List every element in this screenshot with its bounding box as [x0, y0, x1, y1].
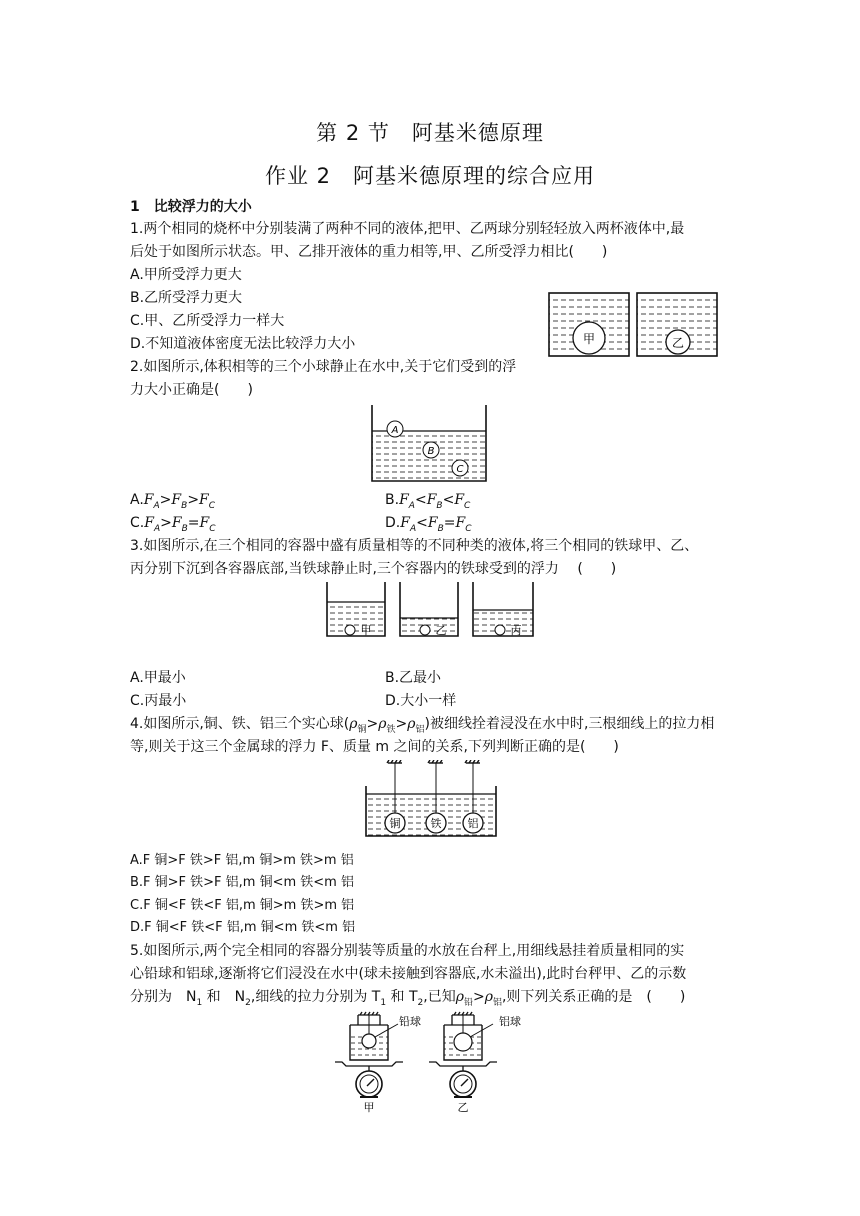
assignment-title: 作业 2 阿基米德原理的综合应用: [264, 164, 596, 188]
q5-stem-line3: 分别为 $N_1$ 和 $N_2$,细线的拉力分别为 $T_1$ 和 $T_2$,已知$\rho_铅>\rho_铝$,则下列关系正确的是 ( ): [130, 989, 686, 1008]
q2-stem-line2: 力大小正确是( ): [130, 382, 253, 398]
q2-ball-b: B: [427, 446, 435, 457]
q3-stem-line1: 3.如图所示,在三个相同的容器中盛有质量相等的不同种类的液体,将三个相同的铁球甲、乙、: [130, 538, 699, 554]
section-title: 第 2 节 阿基米德原理: [316, 121, 544, 145]
q1-stem-line2: 后处于如图所示状态。甲、乙排开液体的重力相等,甲、乙所受浮力相比( ): [130, 244, 608, 260]
q4-ball-copper: 铜: [389, 817, 401, 830]
q4-figure: [360, 760, 502, 840]
q3-option-c: C.丙最小: [130, 693, 187, 709]
q3-stem-line2: 丙分别下沉到各容器底部,当铁球静止时,三个容器内的铁球受到的浮力 ( ): [130, 561, 617, 577]
q5-scale-yi: 乙: [457, 1101, 469, 1114]
q2-option-a: $A.F_A>F_B>F_C$: [130, 492, 216, 511]
q4-stem-line2: 等,则关于这三个金属球的浮力 F、质量 m 之间的关系,下列判断正确的是( ): [130, 739, 619, 755]
q1-ball-yi: 乙: [671, 336, 685, 350]
q4-option-b: B.F 铜>F 铁>F 铝,m 铜<m 铁<m 铝: [130, 875, 354, 890]
q4-ball-iron: 铁: [430, 817, 442, 830]
q1-figure: [545, 290, 720, 360]
q5-lead-ball-label: 铅球: [399, 1015, 421, 1028]
q5-scale-jia: 甲: [363, 1101, 375, 1114]
q1-option-b: B.乙所受浮力更大: [130, 290, 243, 306]
q3-figure: [322, 580, 538, 640]
q4-option-a: A.F 铜>F 铁>F 铝,m 铜>m 铁>m 铝: [130, 853, 354, 868]
q2-figure: [368, 403, 492, 485]
q1-option-d: D.不知道液体密度无法比较浮力大小: [130, 336, 356, 352]
q3-option-a: A.甲最小: [130, 670, 186, 686]
q5-stem-line1: 5.如图所示,两个完全相同的容器分别装等质量的水放在台秤上,用细线悬挂着质量相同的实: [130, 943, 685, 959]
q3-ball-bing: 丙: [510, 624, 522, 637]
q5-stem-line2: 心铅球和铝球,逐渐将它们浸没在水中(球未接触到容器底,水未溢出),此时台秤甲、乙的示数: [130, 966, 687, 982]
q1-ball-jia: 甲: [582, 332, 596, 346]
q3-option-d: D.大小一样: [385, 693, 457, 709]
q4-option-c: C.F 铜<F 铁<F 铝,m 铜>m 铁>m 铝: [130, 898, 355, 913]
q2-stem-line1: 2.如图所示,体积相等的三个小球静止在水中,关于它们受到的浮: [130, 359, 517, 375]
q4-ball-aluminum: 铝: [467, 817, 479, 830]
q3-option-b: B.乙最小: [385, 670, 442, 686]
q5-aluminum-ball-label: 铝球: [499, 1015, 521, 1028]
q4-option-d: D.F 铜<F 铁<F 铝,m 铜<m 铁<m 铝: [130, 920, 356, 935]
q2-option-c: $C.F_A>F_B=F_C$: [130, 515, 216, 534]
section-heading: 1 比较浮力的大小: [130, 199, 252, 215]
q3-ball-jia: 甲: [360, 624, 372, 637]
q3-ball-yi: 乙: [435, 624, 447, 637]
q2-option-b: $B.F_A<F_B<F_C$: [385, 492, 471, 511]
q2-ball-a: A: [391, 425, 399, 436]
q2-option-d: $D.F_A<F_B=F_C$: [385, 515, 472, 534]
q1-option-a: A.甲所受浮力更大: [130, 267, 242, 283]
q5-figure: [330, 1010, 540, 1115]
q1-stem-line1: 1.两个相同的烧杯中分别装满了两种不同的液体,把甲、乙两球分别轻轻放入两杯液体中,最: [130, 221, 685, 237]
q2-ball-c: C: [456, 464, 464, 475]
q1-option-c: C.甲、乙所受浮力一样大: [130, 313, 285, 329]
q4-stem-line1: 4.如图所示,铜、铁、铝三个实心球$(\rho_铜>\rho_铁>\rho_铝)$被细线拴着浸没在水中时,三根细线上的拉力相: [130, 716, 715, 735]
